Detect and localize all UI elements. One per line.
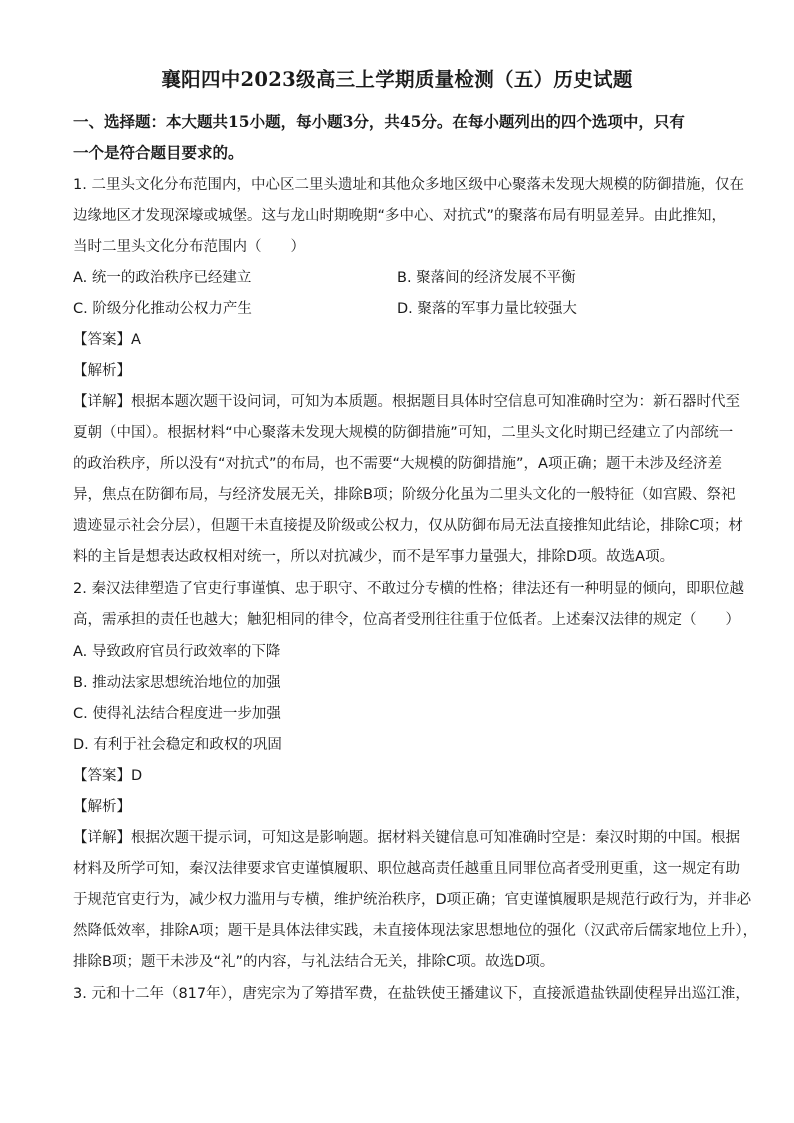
q1-option-c: C. 阶级分化推动公权力产生 <box>73 301 252 317</box>
q2-detail-line-1: 【详解】根据次题干提示词，可知这是影响题。据材料关键信息可知准确时空是：秦汉时期的中国。根据 <box>73 830 740 846</box>
q2-answer: 【答案】D <box>73 768 143 784</box>
q1-option-d: D. 聚落的军事力量比较强大 <box>397 301 577 317</box>
q1-detail-line-5: 遗迹显示社会分层），但题干未直接提及阶级或公权力，仅从防御布局无法直接推知此结论，排除C项；材 <box>73 518 743 534</box>
page-title: 襄阳四中2023级高三上学期质量检测（五）历史试题 <box>161 68 633 91</box>
q1-detail-line-1: 【详解】根据本题次题干设问词，可知为本质题。根据题目具体时空信息可知准确时空为：新石器时代至 <box>73 394 740 410</box>
q1-detail-line-6: 料的主旨是想表达政权相对统一，所以对抗减少，而不是军事力量强大，排除D项。故选A项。 <box>73 549 675 565</box>
q2-detail-line-2: 材料及所学可知，秦汉法律要求官吏谨慎履职、职位越高责任越重且同罪位高者受刑更重，这一规定有助 <box>73 861 740 877</box>
q2-option-b: B. 推动法家思想统治地位的加强 <box>73 675 281 691</box>
q2-option-d: D. 有利于社会稳定和政权的巩固 <box>73 737 282 753</box>
q3-stem-line-1: 3. 元和十二年（817年），唐宪宗为了筹措军费，在盐铁使王播建议下，直接派遣盐铁副使程异出巡江淮， <box>73 986 750 1002</box>
q1-analysis-label: 【解析】 <box>73 363 131 379</box>
q2-detail-line-3: 于规范官吏行为，减少权力滥用与专横，维护统治秩序，D项正确；官吏谨慎履职是规范行政行为，并非必 <box>73 892 752 908</box>
q2-analysis-label: 【解析】 <box>73 799 131 815</box>
q1-detail-line-4: 异，焦点在防御布局，与经济发展无关，排除B项；阶级分化虽为二里头文化的一般特征（如宫殿、祭祀 <box>73 487 736 503</box>
section-heading-line-2: 一个是符合题目要求的。 <box>73 143 244 162</box>
q1-answer: 【答案】A <box>73 332 141 348</box>
section-heading-line-1: 一、选择题：本大题共15小题，每小题3分，共45分。在每小题列出的四个选项中，只有 <box>73 112 685 131</box>
q2-option-c: C. 使得礼法结合程度进一步加强 <box>73 706 281 722</box>
q1-detail-line-2: 夏朝（中国）。根据材料“中心聚落未发现大规模的防御措施”可知，二里头文化时期已经建立了内部统一 <box>73 425 734 441</box>
q2-detail-line-4: 然降低效率，排除A项；题干是具体法律实践，未直接体现法家思想地位的强化（汉武帝后儒家地位上升）， <box>73 923 758 939</box>
q1-option-a: A. 统一的政治秩序已经建立 <box>73 270 252 286</box>
q1-stem-line-2: 边缘地区才发现深壕或城堡。这与龙山时期晚期“多中心、对抗式”的聚落布局有明显差异。由此推知， <box>73 208 727 224</box>
q2-stem-line-1: 2. 秦汉法律塑造了官吏行事谨慎、忠于职守、不敢过分专横的性格；律法还有一种明显的倾向，即职位越 <box>73 581 744 597</box>
q1-stem-line-1: 1. 二里头文化分布范围内，中心区二里头遗址和其他众多地区级中心聚落未发现大规模的防御措施，仅在 <box>73 177 744 193</box>
q1-option-b: B. 聚落间的经济发展不平衡 <box>397 270 576 286</box>
q2-detail-line-5: 排除B项；题干未涉及“礼”的内容，与礼法结合无关，排除C项。故选D项。 <box>73 954 555 970</box>
q2-option-a: A. 导致政府官员行政效率的下降 <box>73 644 281 660</box>
q1-stem-line-3: 当时二里头文化分布范围内（ ） <box>73 239 305 255</box>
q1-detail-line-3: 的政治秩序，所以没有“对抗式”的布局，也不需要“大规模的防御措施”，A项正确；题干未涉及经济差 <box>73 456 722 472</box>
q2-stem-line-2: 高，需承担的责任也越大；触犯相同的律令，位高者受刑往往重于位低者。上述秦汉法律的规定（ ） <box>73 612 740 628</box>
